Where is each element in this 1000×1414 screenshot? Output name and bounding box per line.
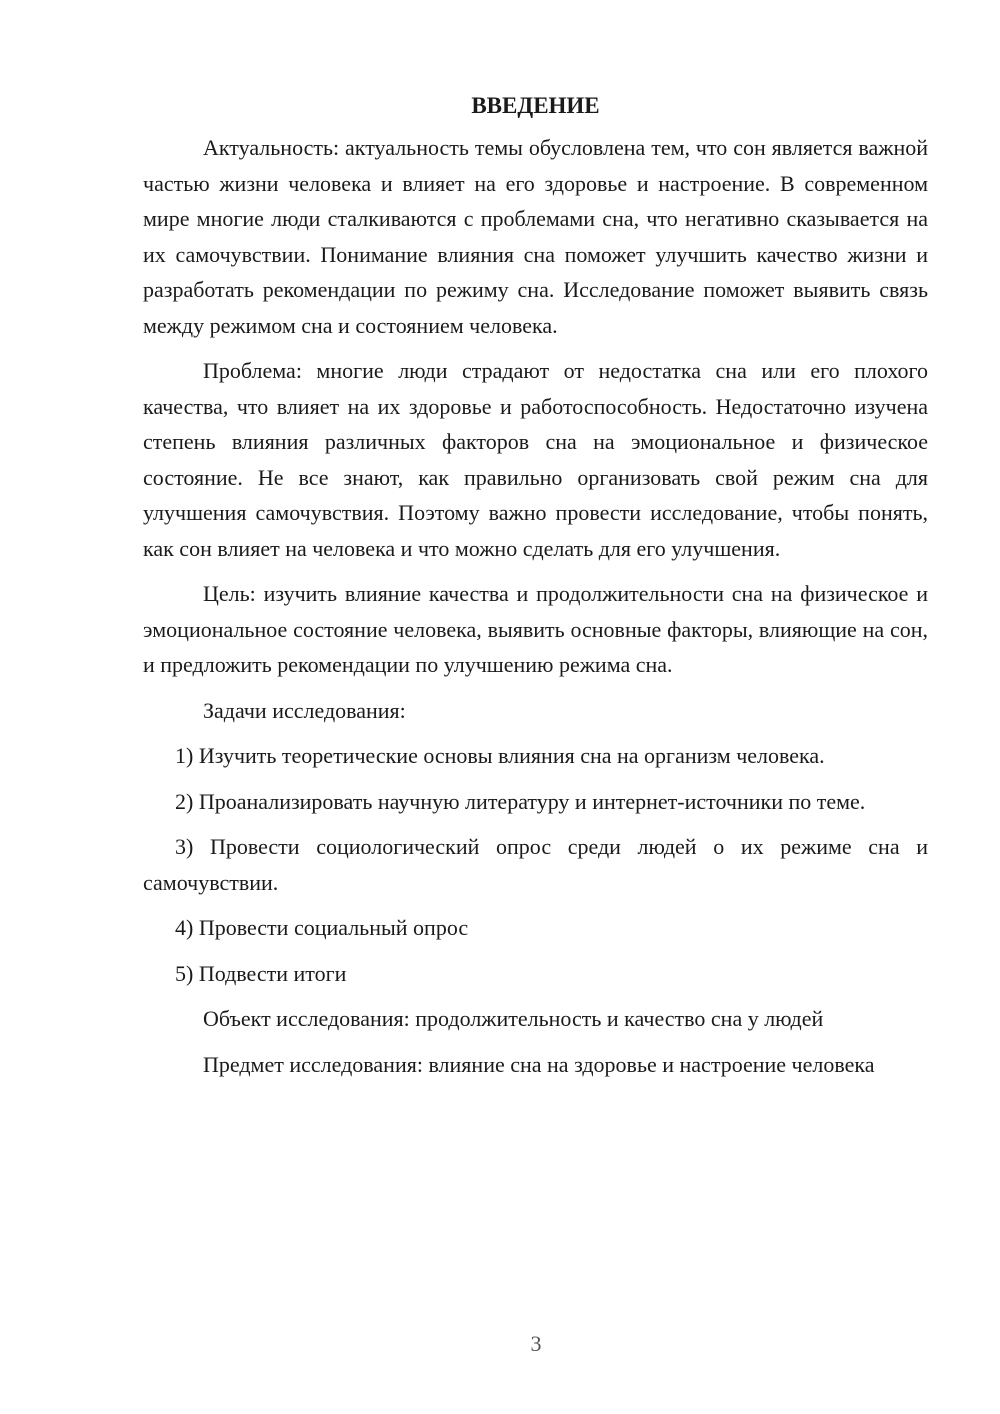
tasks-heading: Задачи исследования:: [203, 697, 406, 723]
research-subject: Предмет исследования: влияние сна на здоровье и настроение человека: [203, 1051, 875, 1077]
paragraph-relevance: Актуальность: актуальность темы обусловлена тем, что сон является важной частью жизни человека и влияет на его здоровье и настроение. В современном мире многие люди сталкиваются с проблемами сна, что негативно сказывается на их самочувствии. Понимание влияния сна поможет улучшить качество жизни и разработать рекомендации по режиму сна. Исследование поможет выявить связь между режимом сна и состоянием человека.: [143, 135, 928, 338]
task-item-5: 5) Подвести итоги: [175, 960, 347, 986]
task-item-1: 1) Изучить теоретические основы влияния сна на организм человека.: [175, 743, 825, 768]
research-object: Объект исследования: продолжительность и качество сна у людей: [203, 1006, 824, 1031]
paragraph-problem: Проблема: многие люди страдают от недостатка сна или его плохого качества, что влияет на их здоровье и работоспособность. Недостаточно изучена степень влияния различных факторов сна на эмоциональное и физическое состояние. Не все знают, как правильно организовать свой режим сна для улучшения самочувствия. Поэтому важно провести исследование, чтобы понять, как сон влияет на человека и что можно сделать для его улучшения.: [143, 358, 928, 561]
task-item-3: 3) Провести социологический опрос среди людей о их режиме сна и самочувствии.: [143, 834, 928, 895]
task-item-4: 4) Провести социальный опрос: [175, 915, 469, 940]
paragraph-goal: Цель: изучить влияние качества и продолжительности сна на физическое и эмоциональное состояние человека, выявить основные факторы, влияющие на сон, и предложить рекомендации по улучшению режима сна.: [143, 581, 928, 677]
section-title: ВВЕДЕНИЕ: [471, 93, 600, 118]
document-page: [143, 90, 928, 1092]
task-item-2: 2) Проанализировать научную литературу и интернет-источники по теме.: [175, 788, 866, 814]
page-number: 3: [530, 1331, 542, 1356]
